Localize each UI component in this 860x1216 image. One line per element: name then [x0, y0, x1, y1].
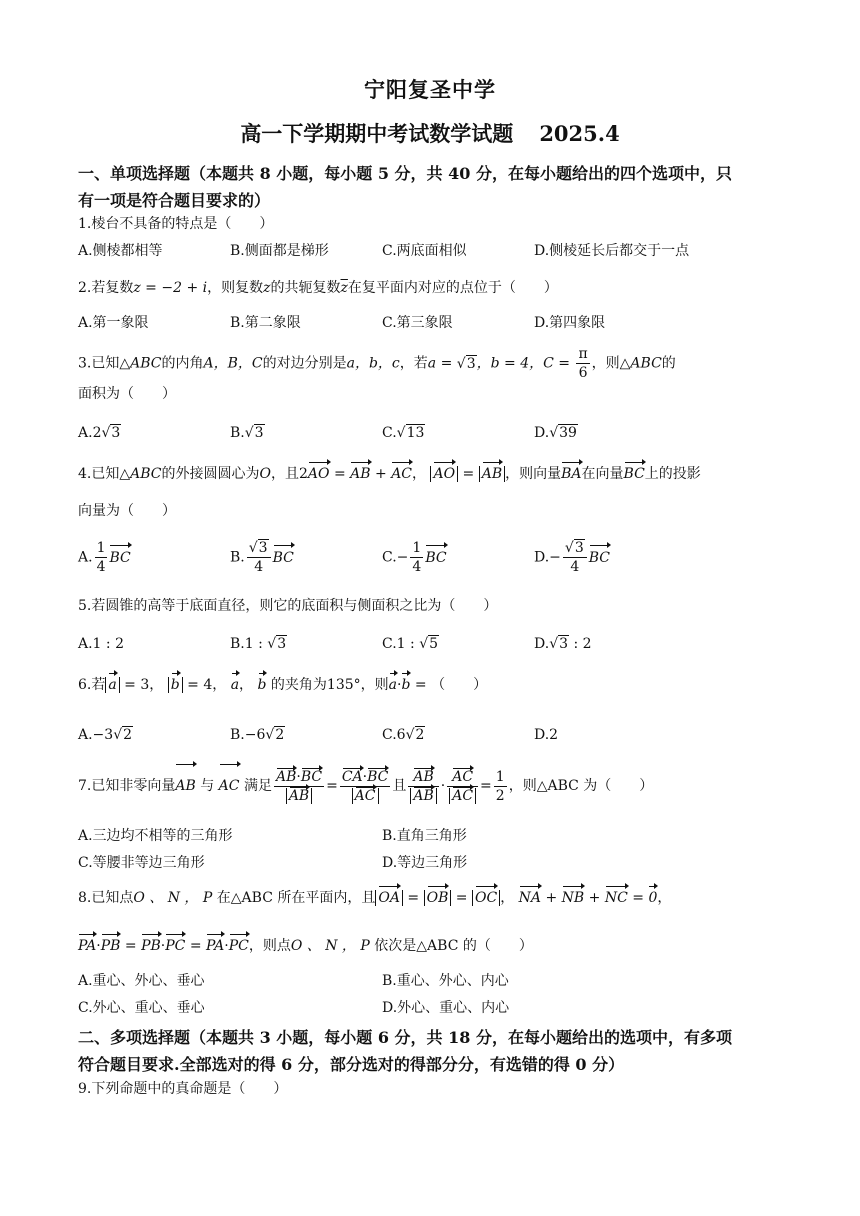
q2-option-d[interactable]: D.第四象限 [534, 315, 606, 331]
exam-title-text: 高一下学期期中考试数学试题 [240, 121, 514, 146]
q4-t2: 的外接圆圆心为 [161, 466, 260, 482]
q1-option-d[interactable]: D.侧棱延长后都交于一点 [534, 243, 690, 259]
question-8-line2: PA·PB = PB·PC = PA·PC，则点O 、 N ， P 依次是△ABC 的（ ） [78, 934, 778, 958]
question-3-options [78, 420, 778, 446]
q4-t4: ，则向量 [505, 466, 562, 482]
question-5-stem: 5.若圆锥的高等于底面直径，则它的底面积与侧面积之比为（ ） [78, 598, 498, 614]
q7-t5: ，则△ABC 为（ ） [508, 778, 654, 794]
q4-c-frac: $\frac{1}{4}$ [412, 540, 422, 575]
q3-six: 6 [578, 365, 588, 381]
q7-vec-ab: AB [175, 764, 195, 808]
q3-option-a[interactable] [78, 420, 121, 446]
q2-z-expr: z = −2 + i [133, 280, 208, 296]
exam-date: 2025.4 [539, 121, 620, 146]
q4-c-vec: BC [425, 545, 446, 571]
q8-na: NA [519, 886, 541, 910]
q7-option-b[interactable]: B.直角三角形 [382, 828, 467, 844]
q6-dot-a: a [389, 673, 397, 697]
question-9-stem: 9.下列命题中的真命题是（ ） [78, 1081, 288, 1097]
question-8-options-row2 [78, 995, 778, 1021]
q2-text-4: 在复平面内对应的点位于（ ） [347, 280, 558, 296]
q8-pc2: PC [229, 934, 249, 958]
q8-pa2: PA [206, 934, 224, 958]
exam-title [0, 118, 860, 148]
q6-option-d[interactable]: D.2 [534, 727, 559, 743]
q7-frac-4: $\frac{AC}{AC}$ [447, 768, 478, 805]
q5-d-tail: : 2 [569, 636, 592, 652]
q8-option-a[interactable]: A.重心、外心、垂心 [78, 973, 205, 989]
q4-c-label: C.− [382, 549, 409, 566]
q3-sqrt3: √3 [456, 355, 476, 372]
q2-z: z [263, 280, 271, 296]
q4-t3: ，且 [270, 466, 299, 482]
q3-t5: ，则 [591, 355, 620, 372]
q4-b-label: B. [230, 549, 245, 566]
q7-half-num: 1 [495, 768, 505, 785]
q3-pi-over-6 [576, 345, 589, 382]
q3-t2: 的内角 [161, 355, 204, 372]
q6-b-sqrt: √2 [265, 727, 285, 743]
q5-c-label: C.1 : [382, 636, 420, 652]
q4-vec-ba: BA [561, 462, 581, 486]
q4-a-label: A. [78, 549, 93, 566]
q8-nb: NB [562, 886, 585, 910]
question-7-stem: 7.已知非零向量AB 与 AC 满足 $\frac{AB\cdot BC}{AB}$ = $\frac{CA\cdot BC}{AC}$ 且 $\frac{AB}{AB}$ · $\frac{AC}{AC}$ = $\frac{1}{2}$ ，则△ABC 为（ ） [78, 764, 778, 808]
school-name: 宁阳复圣中学 [364, 77, 496, 102]
q7-half [494, 768, 507, 805]
q3-d-sqrt: √39 [549, 425, 577, 441]
section2-heading-line1: 二、多项选择题（本题共 3 小题，每小题 6 分，共 18 分，在每小题给出的选项中，有多项 [78, 1028, 732, 1047]
q3-b-sqrt: √3 [244, 425, 264, 441]
question-6-stem: 6.若 a = 3， b = 4， a， b 的夹角为135°，则a·b = （ ） [78, 673, 778, 697]
q8-points2: O 、 N ， P [290, 938, 370, 954]
q2-z-conj: $\overline{z}$ [340, 280, 348, 296]
question-5-options [78, 631, 778, 657]
question-7-options-row2 [78, 850, 778, 876]
q3-c-rad: 13 [406, 425, 425, 441]
section2-heading [78, 1024, 778, 1078]
q4-abs-ao: AO [430, 466, 458, 482]
question-7-options-row1 [78, 823, 778, 849]
question-8-options-row1 [78, 968, 778, 994]
q1-option-a[interactable]: A.侧棱都相等 [78, 243, 163, 259]
q3-sqrt3-rad: 3 [466, 355, 476, 372]
q2-option-b[interactable]: B.第二象限 [230, 315, 301, 331]
q5-d-sqrt: √3 [549, 636, 569, 652]
q4-d-vec: BC [589, 545, 610, 571]
q8-option-d[interactable]: D.外心、重心、内心 [382, 1000, 510, 1016]
q8-pb1: PB [101, 934, 121, 958]
question-4-line2: 向量为（ ） [78, 503, 176, 519]
question-8-stem: 8.已知点O 、 N ， P 在△ABC 所在平面内，且 OA = OB = OC ， NA + NB + NC = 0， [78, 886, 778, 910]
question-1-options [78, 238, 778, 264]
q6-option-a[interactable] [78, 722, 133, 748]
q3-t1: 3.已知 [78, 355, 120, 372]
q8-zero: 0 [648, 886, 657, 910]
q8-t4: 依次是△ABC 的（ ） [374, 938, 533, 954]
q5-option-b[interactable] [230, 631, 287, 657]
q3-d-rad: 39 [559, 425, 577, 441]
q1-option-c[interactable]: C.两底面相似 [382, 243, 467, 259]
question-4-stem: 4.已知△ABC的外接圆圆心为O，且2AO = AB + AC， AO = AB ，则向量BA在向量BC上的投影 [78, 462, 778, 486]
q8-t1: 8.已知点 [78, 890, 134, 906]
q6-c-label: C.6 [382, 727, 406, 743]
q7-half-den: 2 [495, 787, 505, 804]
q3-c-label: C. [382, 425, 397, 441]
q4-vec-ac: AC [391, 462, 412, 486]
q8-pc1: PC [165, 934, 185, 958]
q4-option-a[interactable] [78, 539, 131, 576]
q3-a-rad: 3 [111, 425, 121, 441]
question-6-options [78, 722, 778, 748]
q3-d-label: D. [534, 425, 550, 441]
q7-t3: 满足 [243, 778, 272, 794]
q3-c-sqrt: √13 [396, 425, 425, 441]
q8-t3: ，则点 [248, 938, 291, 954]
q3-angles: A，B，C [203, 355, 263, 372]
question-3-stem [78, 345, 778, 382]
q5-option-a[interactable]: A.1 : 2 [78, 636, 124, 652]
q7-t4: 且 [392, 778, 407, 794]
q4-vec-ab: AB [350, 462, 370, 486]
q3-tri2: △ABC [619, 355, 662, 372]
q3-a-sqrt: √3 [101, 425, 121, 441]
q3-sides: a，b，c [346, 355, 400, 372]
section1-heading-line2: 有一项是符合题目要求的） [78, 191, 271, 210]
q6-option-b[interactable] [230, 722, 285, 748]
q3-t4: ，若 [399, 355, 428, 372]
q6-t1: 6.若 [78, 677, 106, 693]
q2-text-2: ，则复数 [207, 280, 264, 296]
q3-option-d[interactable] [534, 420, 578, 446]
q3-option-b[interactable] [230, 420, 265, 446]
q6-c-sqrt: √2 [405, 727, 425, 743]
q4-option-c[interactable] [382, 539, 447, 576]
q5-option-c[interactable] [382, 631, 439, 657]
q2-text-1: 2.若复数 [78, 280, 134, 296]
q8-pb2: PB [141, 934, 161, 958]
q8-abs-oc: OC [472, 890, 500, 906]
section2-heading-line2: 符合题目要求.全部选对的得 6 分，部分选对的得部分分，有选错的得 0 分） [78, 1055, 625, 1074]
q4-t6: 上的投影 [644, 466, 701, 482]
q7-t1: 7.已知非零向量 [78, 778, 176, 794]
question-1-stem: 1.棱台不具备的特点是（ ） [78, 216, 274, 232]
q4-vec-bc: BC [624, 462, 645, 486]
q8-abs-oa: OA [375, 890, 403, 906]
q6-t2: 的夹角为135°，则 [270, 677, 389, 693]
q7-option-d[interactable]: D.等边三角形 [382, 855, 468, 871]
section1-heading-line1: 一、单项选择题（本题共 8 小题，每小题 5 分，共 40 分，在每小题给出的四个选项中，只 [78, 164, 732, 183]
q4-tri: △ABC [119, 466, 162, 482]
q4-a-vec: BC [109, 545, 130, 571]
q8-nc: NC [605, 886, 628, 910]
q2-option-c[interactable]: C.第三象限 [382, 315, 453, 331]
q4-o: O [259, 466, 271, 482]
q3-a-label: A. [78, 425, 93, 441]
question-4-options [78, 540, 778, 575]
q7-frac-1: $\frac{AB\cdot BC}{AB}$ [275, 768, 323, 804]
q5-d-label: D. [534, 636, 550, 652]
q4-d-label: D.− [534, 549, 561, 566]
question-2-stem [78, 276, 778, 300]
q3-tri: △ABC [119, 355, 162, 372]
q6-dot-b: b [401, 673, 410, 697]
question-3-line2: 面积为（ ） [78, 386, 176, 402]
q7-frac-3: $\frac{AB}{AB}$ [408, 768, 438, 805]
question-2-options [78, 310, 778, 336]
q8-pa1: PA [78, 934, 96, 958]
q8-option-b[interactable]: B.重心、外心、内心 [382, 973, 509, 989]
q4-t5: 在向量 [581, 466, 624, 482]
q3-pi: π [578, 346, 588, 362]
q6-vec-a: a [231, 673, 239, 697]
q6-vec-b: b [258, 673, 267, 697]
q3-option-c[interactable] [382, 420, 425, 446]
q6-abs-b: b [168, 677, 183, 693]
q3-b-rad: 3 [254, 425, 264, 441]
q6-abs-a: a [105, 677, 119, 693]
q4-d-frac: $\frac{√3}{4}$ [563, 539, 587, 576]
q2-option-a[interactable]: A.第一象限 [78, 315, 149, 331]
q6-a-label: A.−3 [78, 727, 114, 743]
q3-b-label: B. [230, 425, 245, 441]
q4-t1: 4.已知 [78, 466, 120, 482]
q7-t2: 与 [200, 778, 215, 794]
q8-option-c[interactable]: C.外心、重心、垂心 [78, 1000, 205, 1016]
q4-option-b[interactable] [230, 539, 294, 576]
q7-option-a[interactable]: A.三边均不相等的三角形 [78, 828, 233, 844]
q6-a-sqrt: √2 [113, 727, 133, 743]
q1-option-b[interactable]: B.侧面都是梯形 [230, 243, 329, 259]
q3-t6: 的 [661, 355, 676, 372]
q5-c-sqrt: √5 [419, 636, 439, 652]
q4-vec-ao: AO [308, 462, 330, 486]
q3-cond-b: ，b = 4，C = [476, 355, 575, 372]
q3-cond-a: a = [427, 355, 457, 372]
q5-b-label: B.1 : [230, 636, 268, 652]
q8-points: O 、 N ， P [133, 890, 213, 906]
q7-option-c[interactable]: C.等腰非等边三角形 [78, 855, 205, 871]
q6-option-c[interactable] [382, 722, 425, 748]
q2-text-3: 的共轭复数 [270, 280, 341, 296]
q7-vec-ac: AC [219, 764, 240, 808]
q5-b-sqrt: √3 [267, 636, 287, 652]
q8-t2: 在△ABC 所在平面内，且 [216, 890, 376, 906]
q4-abs-ab: AB [479, 466, 505, 482]
q5-option-d[interactable] [534, 631, 592, 657]
q6-b-label: B.−6 [230, 727, 266, 743]
q3-t3: 的对边分别是 [262, 355, 347, 372]
q4-b-vec: BC [273, 545, 294, 571]
q3-a-coef: 2 [92, 425, 102, 441]
section1-heading [78, 160, 778, 214]
q4-b-frac: $\frac{√3}{4}$ [247, 539, 271, 576]
q8-abs-ob: OB [424, 890, 452, 906]
q4-a-frac: $\frac{1}{4}$ [96, 540, 106, 575]
q7-frac-2: $\frac{CA\cdot BC}{AC}$ [341, 768, 389, 804]
q4-option-d[interactable] [534, 539, 610, 576]
q6-t3: （ ） [431, 677, 488, 693]
